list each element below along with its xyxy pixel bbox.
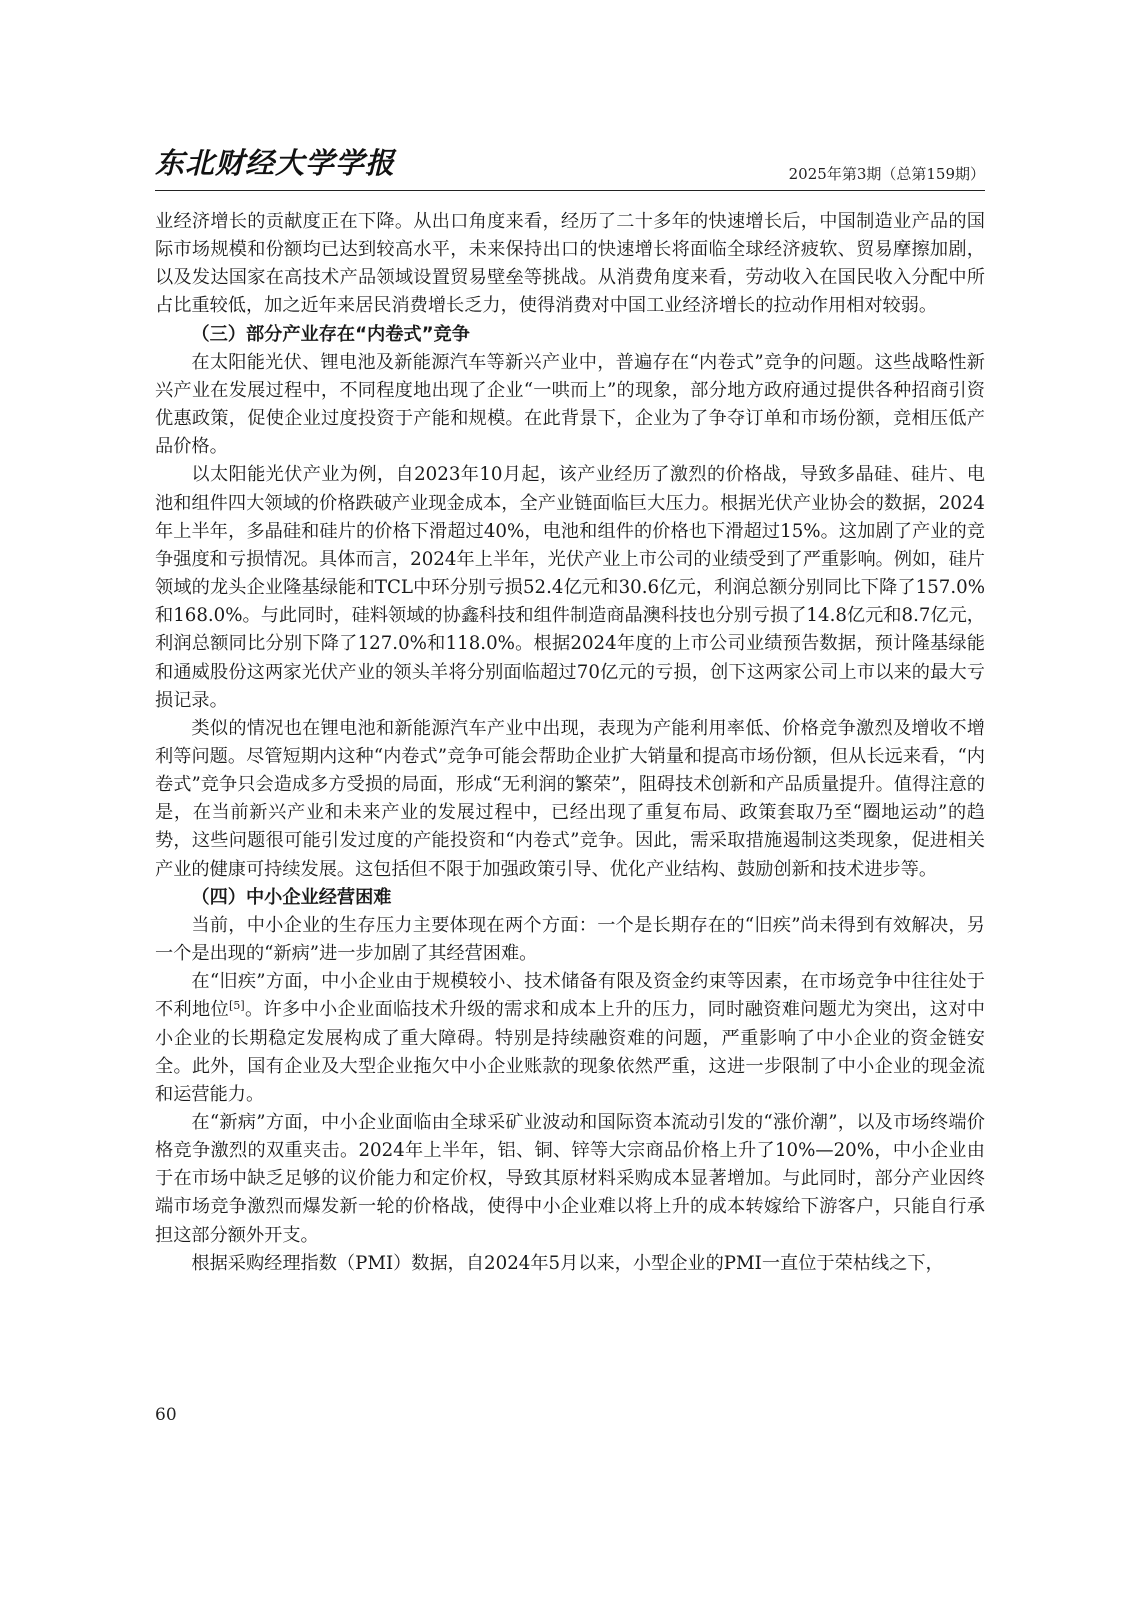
page-number: 60	[155, 1405, 177, 1425]
paragraph-5: 当前，中小企业的生存压力主要体现在两个方面：一个是长期存在的“旧疾”尚未得到有效解决，另一个是出现的“新病”进一步加剧了其经营困难。	[155, 914, 985, 965]
section-heading-4: （四）中小企业经营困难	[191, 886, 392, 908]
citation-ref[interactable]: [5]	[229, 999, 245, 1013]
paragraph-7: 在“新病”方面，中小企业面临由全球采矿业波动和国际资本流动引发的“涨价潮”，以及市场终端价格竞争激烈的双重夹击。2024年上半年，铝、铜、锌等大宗商品价格上升了10%—20%，中小企业由于在市场中缺乏足够的议价能力和定价权，导致其原材料采购成本显著增加。与此同时，部分产业因终端市场竞争激烈而爆发新一轮的价格战，使得中小企业难以将上升的成本转嫁给下游客户，只能自行承担这部分额外开支。	[155, 1112, 985, 1246]
paragraph-3: 以太阳能光伏产业为例，自2023年10月起，该产业经历了激烈的价格战，导致多晶硅、硅片、电池和组件四大领域的价格跌破产业现金成本，全产业链面临巨大压力。根据光伏产业协会的数据，2024年上半年，多晶硅和硅片的价格下滑超过40%，电池和组件的价格也下滑超过15%。这加剧了产业的竞争强度和亏损情况。具体而言，2024年上半年，光伏产业上市公司的业绩受到了严重影响。例如，硅片领域的龙头企业隆基绿能和TCL中环分别亏损52.4亿元和30.6亿元，利润总额分别同比下降了157.0%和168.0%。与此同时，硅料领域的协鑫科技和组件制造商晶澳科技也分别亏损了14.8亿元和8.7亿元，利润总额同比分别下降了127.0%和118.0%。根据2024年度的上市公司业绩预告数据，预计隆基绿能和通威股份这两家光伏产业的领头羊将分别面临超过70亿元的亏损，创下这两家公司上市以来的最大亏损记录。	[155, 464, 985, 711]
paragraph-6-text-a: 在“旧疾”方面，中小企业由于规模较小、技术储备有限及资金约束等因素，在市场竞争中往往处于不利地位	[155, 971, 985, 1021]
paragraph-2: 在太阳能光伏、锂电池及新能源汽车等新兴产业中，普遍存在“内卷式”竞争的问题。这些战略性新兴产业在发展过程中，不同程度地出现了企业“一哄而上”的现象，部分地方政府通过提供各种招商引资优惠政策，促使企业过度投资于产能和规模。在此背景下，企业为了争夺订单和市场份额，竞相压低产品价格。	[155, 351, 985, 458]
paragraph-6-text-b: 。许多中小企业面临技术升级的需求和成本上升的压力，同时融资难问题尤为突出，这对中小企业的长期稳定发展构成了重大障碍。特别是持续融资难的问题，严重影响了中小企业的资金链安全。此外，国有企业及大型企业拖欠中小企业账款的现象依然严重，这进一步限制了中小企业的现金流和运营能力。	[155, 999, 985, 1105]
journal-title: 东北财经大学学报	[155, 146, 396, 180]
section-heading-3: （三）部分产业存在“内卷式”竞争	[191, 323, 470, 345]
paragraph-8: 根据采购经理指数（PMI）数据，自2024年5月以来，小型企业的PMI一直位于荣枯线之下，	[191, 1252, 944, 1274]
paragraph-4: 类似的情况也在锂电池和新能源汽车产业中出现，表现为产能利用率低、价格竞争激烈及增收不增利等问题。尽管短期内这种“内卷式”竞争可能会帮助企业扩大销量和提高市场份额，但从长远来看，“内卷式”竞争只会造成多方受损的局面，形成“无利润的繁荣”，阻碍技术创新和产品质量提升。值得注意的是，在当前新兴产业和未来产业的发展过程中，已经出现了重复布局、政策套取乃至“圈地运动”的趋势，这些问题很可能引发过度的产能投资和“内卷式”竞争。因此，需采取措施遏制这类现象，促进相关产业的健康可持续发展。这包括但不限于加强政策引导、优化产业结构、鼓励创新和技术进步等。	[155, 717, 985, 880]
paragraph-6	[155, 968, 985, 1109]
article-body	[155, 208, 985, 1278]
issue-info: 2025年第3期（总第159期）	[788, 165, 985, 183]
running-header	[155, 146, 985, 191]
paragraph-1: 业经济增长的贡献度正在下降。从出口角度来看，经历了二十多年的快速增长后，中国制造业产品的国际市场规模和份额均已达到较高水平，未来保持出口的快速增长将面临全球经济疲软、贸易摩擦加剧，以及发达国家在高技术产品领域设置贸易壁垒等挑战。从消费角度来看，劳动收入在国民收入分配中所占比重较低，加之近年来居民消费增长乏力，使得消费对中国工业经济增长的拉动作用相对较弱。	[155, 211, 985, 317]
